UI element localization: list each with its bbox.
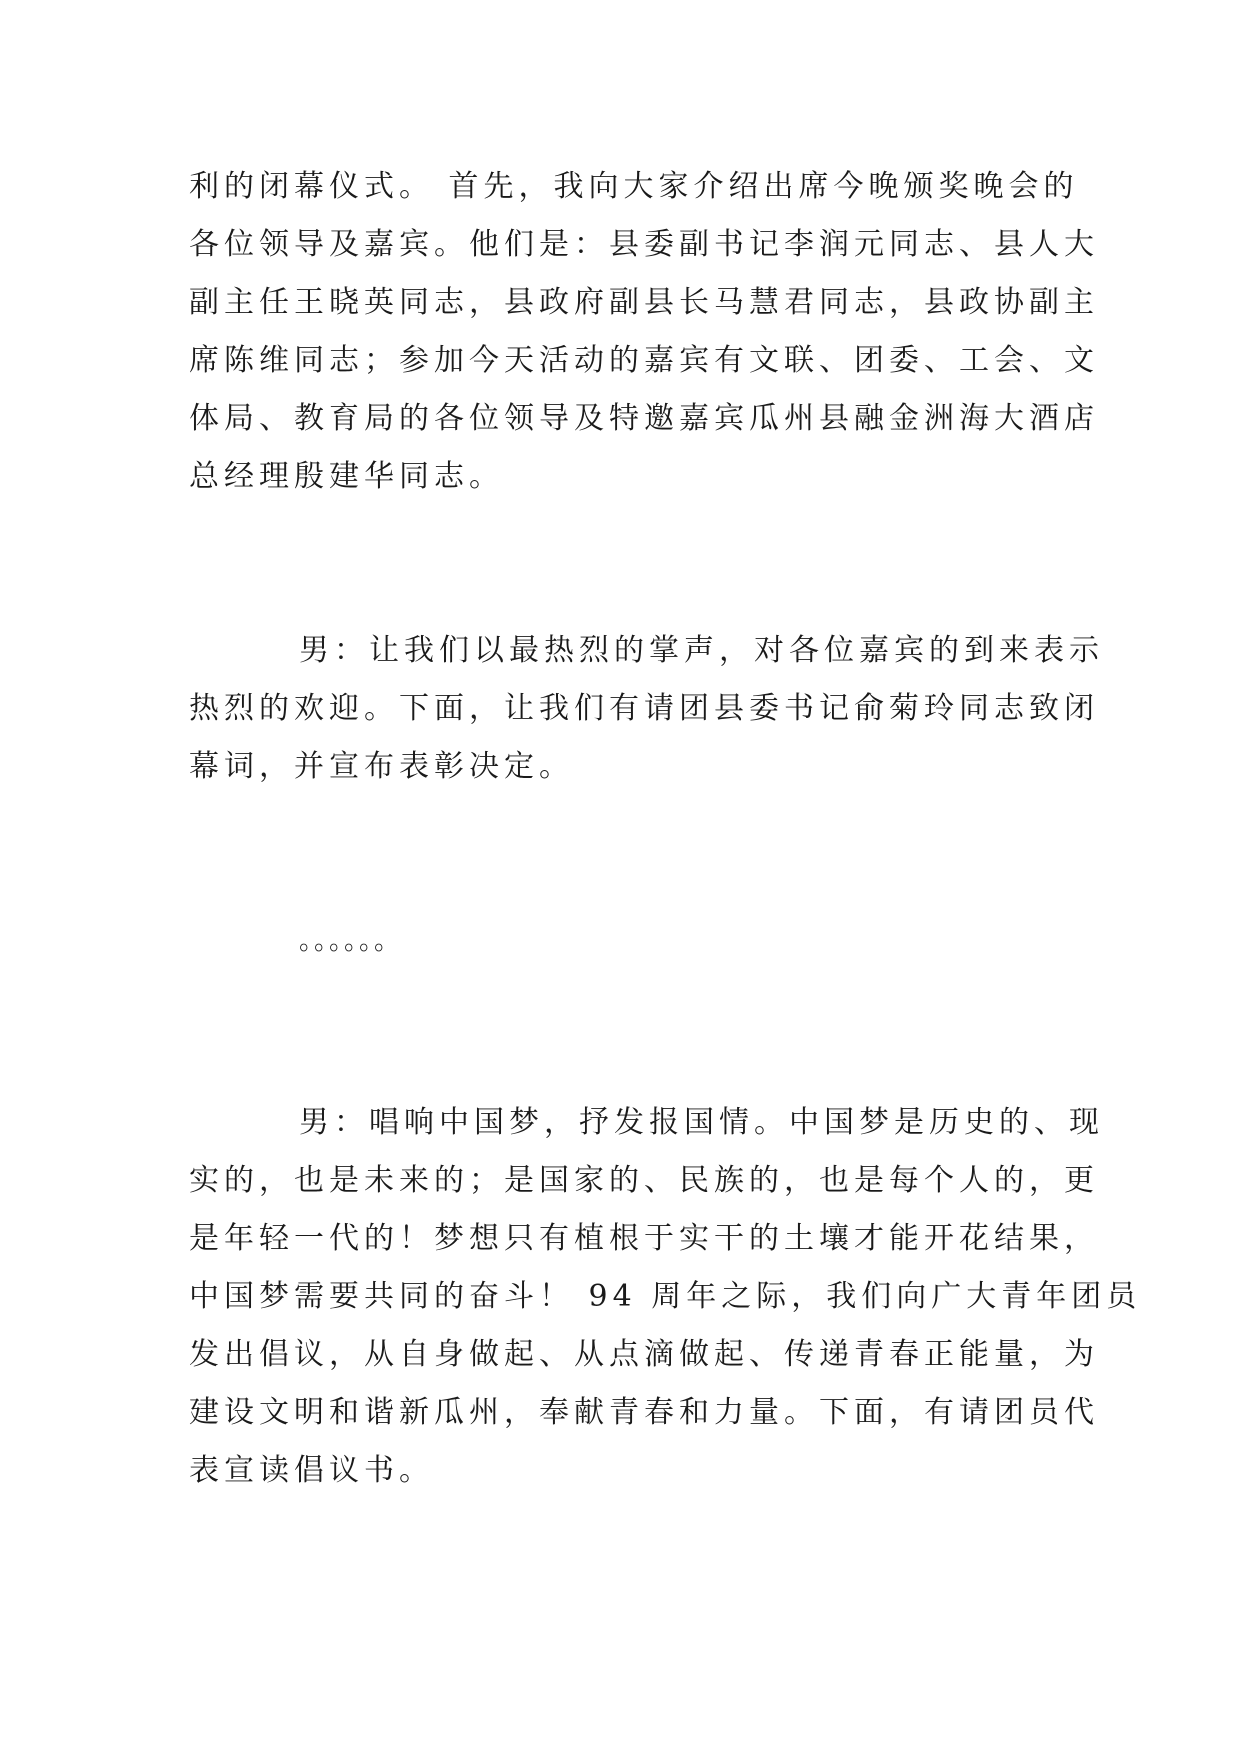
ellipsis-line: 。。。。。。 xyxy=(299,926,403,956)
paragraph-line: 各位领导及嘉宾。他们是：县委副书记李润元同志、县人大 xyxy=(189,227,1099,262)
paragraph-line: 席陈维同志；参加今天活动的嘉宾有文联、团委、工会、文 xyxy=(189,343,1099,378)
paragraph-line: 热烈的欢迎。下面，让我们有请团县委书记俞菊玲同志致闭 xyxy=(189,691,1099,726)
paragraph-ellipsis xyxy=(189,912,1051,970)
paragraph-line: 利的闭幕仪式。 首先，我向大家介绍出席今晚颁奖晚会的 xyxy=(189,169,1079,204)
paragraph-line: 体局、教育局的各位领导及特邀嘉宾瓜州县融金洲海大酒店 xyxy=(189,401,1099,436)
paragraph-line: 中国梦需要共同的奋斗！ 94 周年之际，我们向广大青年团员 xyxy=(189,1279,1142,1314)
paragraph-welcome-speech xyxy=(189,622,1104,796)
paragraph-line: 表宣读倡议书。 xyxy=(189,1453,434,1488)
paragraph-line: 实的，也是未来的；是国家的、民族的，也是每个人的，更 xyxy=(189,1163,1099,1198)
paragraph-line: 男：唱响中国梦，抒发报国情。中国梦是历史的、现 xyxy=(299,1105,1104,1140)
paragraph-line: 副主任王晓英同志，县政府副县长马慧君同志，县政协副主 xyxy=(189,285,1099,320)
paragraph-line: 男：让我们以最热烈的掌声，对各位嘉宾的到来表示 xyxy=(299,633,1104,668)
paragraph-line: 是年轻一代的！梦想只有植根于实干的土壤才能开花结果， xyxy=(189,1221,1099,1256)
paragraph-opening-guests xyxy=(189,158,1099,506)
paragraph-china-dream xyxy=(189,1094,1142,1500)
paragraph-line: 发出倡议，从自身做起、从点滴做起、传递青春正能量，为 xyxy=(189,1337,1099,1372)
paragraph-line: 建设文明和谐新瓜州，奉献青春和力量。下面，有请团员代 xyxy=(189,1395,1099,1430)
paragraph-line: 总经理殷建华同志。 xyxy=(189,459,504,494)
paragraph-line: 幕词，并宣布表彰决定。 xyxy=(189,749,574,784)
